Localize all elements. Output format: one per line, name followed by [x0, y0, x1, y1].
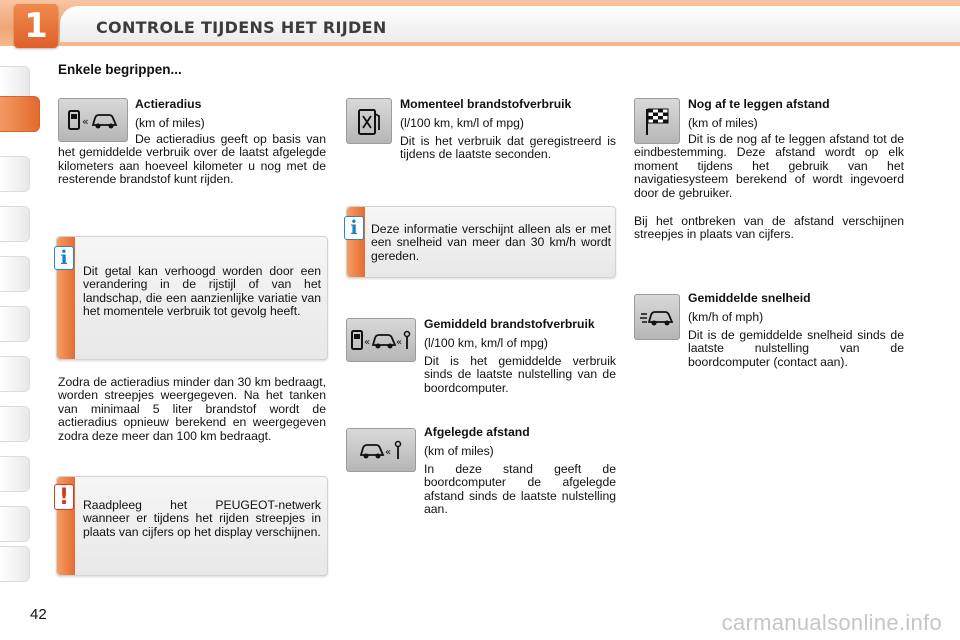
average-speed-icon [634, 294, 680, 340]
average-speed-unit: (km/h of mph) [688, 310, 764, 325]
side-tab[interactable] [0, 456, 30, 492]
side-tab[interactable] [0, 406, 30, 442]
range-body: De actieradius geeft op basis van het gemiddelde verbruik over de laatst afgelegde kilometers aan hoeveel kilometer u nog met de resterende brandstof kunt rijden. [58, 132, 326, 187]
average-consumption-unit: (l/100 km, km/l of mpg) [424, 336, 548, 351]
remaining-distance-unit: (km of miles) [688, 116, 758, 131]
average-consumption-icon [346, 318, 416, 362]
warning-text: Raadpleeg het PEUGEOT-netwerk wanneer er tijdens het rijden streepjes in plaats van cijfers op het display verschijnen. [83, 498, 321, 539]
speed-info-box [346, 206, 616, 278]
remaining-distance-title: Nog af te leggen afstand [688, 97, 830, 111]
remaining-distance-note: Bij het ontbreken van de afstand verschijnen streepjes in plaats van cijfers. [634, 214, 904, 242]
speed-info-text: Deze informatie verschijnt alleen als er met een snelheid van meer dan 30 km/h wordt gereden. [371, 222, 611, 263]
side-tab[interactable] [0, 156, 30, 192]
info-icon: i [54, 246, 74, 270]
current-consumption-unit: (l/100 km, km/l of mpg) [400, 116, 524, 131]
page-number: 42 [30, 606, 47, 623]
average-speed-body: Dit is de gemiddelde snelheid sinds de laatste nulstelling van de boordcomputer (contact aan). [688, 327, 904, 369]
range-info-text: Dit getal kan verhoogd worden door een verandering in de rijstijl of van het landschap, die een aanzienlijke variatie van het momentele verbruik tot gevolg heeft. [83, 264, 321, 319]
distance-travelled-icon [346, 428, 416, 472]
svg-text:«: « [364, 337, 371, 348]
distance-travelled-unit: (km of miles) [424, 444, 494, 459]
remaining-distance-body: Dit is de nog af te leggen afstand tot de eindbestemming. Deze afstand wordt op elk moment tijdens het gebruik van het navigatiesysteem berekend of wordt ingevoerd door de gebruiker. [634, 132, 904, 200]
side-tab[interactable] [0, 256, 30, 292]
watermark: carmanualsonline.info [721, 610, 942, 635]
side-tabs [0, 60, 46, 580]
warning-icon: ! [54, 484, 74, 510]
average-consumption-body: Dit is het gemiddelde verbruik sinds de laatste nulstelling van de boordcomputer. [424, 353, 616, 395]
range-unit: (km of miles) [135, 116, 205, 131]
range-paragraph: Zodra de actieradius minder dan 30 km bedraagt, worden streepjes weergegeven. Na het tanken van minimaal 5 liter brandstof wordt de actieradius opnieuw berekend en weergegeven zodra deze meer dan 100 km bedraagt. [58, 375, 326, 443]
range-info-box [56, 236, 328, 360]
current-consumption-title: Momenteel brandstofverbruik [400, 97, 572, 111]
distance-travelled-body: In deze stand geeft de boordcomputer de afgelegde afstand sinds de laatste nulstelling aan. [424, 461, 616, 517]
svg-text:«: « [385, 447, 392, 458]
svg-text:«: « [82, 115, 89, 128]
section-heading: Enkele begrippen... [58, 62, 182, 77]
distance-travelled-title: Afgelegde afstand [424, 425, 530, 439]
range-title: Actieradius [135, 97, 202, 111]
side-tab[interactable] [0, 306, 30, 342]
side-tab[interactable] [0, 546, 30, 582]
side-tab[interactable] [0, 206, 30, 242]
average-consumption-title: Gemiddeld brandstofverbruik [424, 317, 595, 331]
average-speed-title: Gemiddelde snelheid [688, 291, 811, 305]
side-tab[interactable] [0, 356, 30, 392]
page-title: CONTROLE TIJDENS HET RIJDEN [96, 18, 387, 37]
info-icon: i [344, 216, 364, 240]
svg-text:«: « [396, 337, 403, 348]
current-consumption-body: Dit is het verbruik dat geregistreerd is tijdens de laatste seconden. [400, 133, 616, 162]
chapter-number: 1 [24, 6, 48, 46]
fuel-pump-icon [346, 98, 392, 144]
side-tab-active[interactable] [0, 96, 40, 132]
warning-box [56, 476, 328, 576]
side-tab[interactable] [0, 506, 30, 542]
